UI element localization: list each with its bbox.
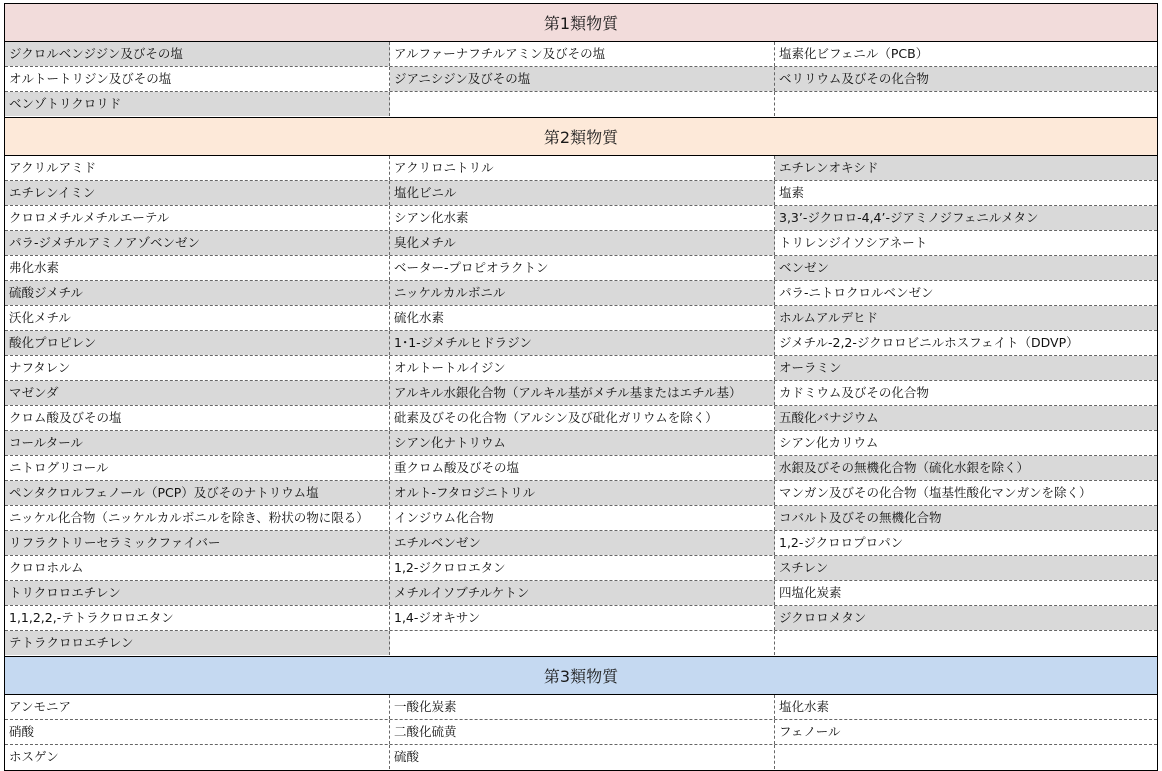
table-cell[interactable]: 1･1-ジメチルヒドラジン xyxy=(390,331,775,355)
table-cell[interactable]: インジウム化合物 xyxy=(390,506,775,530)
table-row xyxy=(5,720,1157,745)
table-row xyxy=(5,42,1157,67)
table-cell[interactable]: 四塩化炭素 xyxy=(779,585,842,600)
table-cell[interactable]: 硫化水素 xyxy=(390,306,775,330)
table-cell[interactable]: エチレンイミン xyxy=(5,181,390,205)
section-rows-3 xyxy=(5,695,1157,770)
table-cell[interactable]: 沃化メチル xyxy=(5,306,390,330)
table-cell[interactable]: ジクロロメタン xyxy=(775,606,1157,630)
section-rows-1 xyxy=(5,42,1157,117)
table-cell[interactable] xyxy=(390,92,775,116)
table-cell[interactable]: 塩化ビニル xyxy=(390,181,775,205)
table-row xyxy=(5,456,1157,481)
table-row xyxy=(5,231,1157,256)
table-row xyxy=(5,206,1157,231)
table-row xyxy=(5,381,1157,406)
table-cell[interactable]: パラ-ニトロクロルベンゼン xyxy=(779,285,934,300)
section-rows-2 xyxy=(5,156,1157,656)
table-row xyxy=(5,156,1157,181)
table-cell[interactable]: フェノール xyxy=(779,724,841,739)
table-cell[interactable]: 一酸化炭素 xyxy=(390,695,775,719)
table-cell[interactable]: アンモニア xyxy=(5,695,390,719)
table-row xyxy=(5,581,1157,606)
table-cell[interactable]: 弗化水素 xyxy=(5,256,390,280)
table-cell[interactable]: カドミウム及びその化合物 xyxy=(779,385,929,400)
table-cell[interactable]: ペンタクロルフェノール（PCP）及びそのナトリウム塩 xyxy=(5,481,390,505)
table-cell[interactable]: 塩素 xyxy=(779,185,805,200)
table-cell[interactable]: 臭化メチル xyxy=(390,231,775,255)
table-cell[interactable]: クロム酸及びその塩 xyxy=(5,406,390,430)
table-cell[interactable]: スチレン xyxy=(775,556,1157,580)
table-cell[interactable]: オルト-フタロジニトリル xyxy=(390,481,775,505)
table-cell[interactable]: エチルベンゼン xyxy=(390,531,775,555)
table-row xyxy=(5,506,1157,531)
table-cell[interactable]: ホスゲン xyxy=(5,745,390,769)
table-cell[interactable]: 二酸化硫黄 xyxy=(390,720,775,744)
table-row xyxy=(5,745,1157,770)
table-cell[interactable]: 1,4-ジオキサン xyxy=(390,606,775,630)
table-cell[interactable]: ニッケルカルボニル xyxy=(390,281,775,305)
table-cell[interactable]: アルファーナフチルアミン及びその塩 xyxy=(390,42,775,66)
table-cell[interactable]: ベンゾトリクロリド xyxy=(5,92,390,116)
table-cell[interactable]: パラ-ジメチルアミノアゾベンゼン xyxy=(5,231,390,255)
table-cell[interactable]: 硫酸ジメチル xyxy=(5,281,390,305)
table-cell[interactable] xyxy=(775,92,1157,116)
table-row xyxy=(5,606,1157,631)
table-cell[interactable]: ホルムアルデヒド xyxy=(775,306,1157,330)
table-cell[interactable]: オルトートルイジン xyxy=(390,356,775,380)
table-cell[interactable]: コールタール xyxy=(5,431,390,455)
table-cell[interactable]: シアン化水素 xyxy=(390,206,775,230)
table-cell[interactable]: ジメチル-2,2-ジクロロビニルホスフェイト（DDVP） xyxy=(779,335,1079,350)
table-cell[interactable]: トリレンジイソシアネート xyxy=(779,235,928,250)
table-row xyxy=(5,67,1157,92)
table-row xyxy=(5,331,1157,356)
table-row xyxy=(5,556,1157,581)
table-cell[interactable]: アクリロニトリル xyxy=(390,156,775,180)
table-cell[interactable] xyxy=(775,631,1157,655)
table-row xyxy=(5,92,1157,117)
table-cell[interactable]: メチルイソブチルケトン xyxy=(390,581,775,605)
table-row xyxy=(5,431,1157,456)
table-cell[interactable]: ニッケル化合物（ニッケルカルボニルを除き、粉状の物に限る） xyxy=(5,506,390,530)
table-cell[interactable]: マンガン及びその化合物（塩基性酸化マンガンを除く） xyxy=(779,485,1092,500)
table-cell[interactable]: ナフタレン xyxy=(5,356,390,380)
table-cell[interactable]: クロロメチルメチルエーテル xyxy=(5,206,390,230)
table-cell[interactable]: ジクロルベンジジン及びその塩 xyxy=(5,42,390,66)
table-cell[interactable]: シアン化ナトリウム xyxy=(390,431,775,455)
table-cell[interactable]: 五酸化バナジウム xyxy=(775,406,1157,430)
table-cell[interactable]: 3,3’-ジクロロ-4,4’-ジアミノジフェニルメタン xyxy=(775,206,1157,230)
table-cell[interactable]: 水銀及びその無機化合物（硫化水銀を除く） xyxy=(775,456,1157,480)
section-header-3[interactable]: 第3類物質 xyxy=(5,656,1157,695)
table-row xyxy=(5,695,1157,720)
table-cell[interactable]: 重クロム酸及びその塩 xyxy=(390,456,775,480)
table-cell[interactable]: ベリリウム及びその化合物 xyxy=(775,67,1157,91)
table-row xyxy=(5,481,1157,506)
table-cell[interactable]: コバルト及びその無機化合物 xyxy=(775,506,1157,530)
table-row xyxy=(5,256,1157,281)
table-cell[interactable]: ジアニシジン及びその塩 xyxy=(390,67,775,91)
section-header-2[interactable]: 第2類物質 xyxy=(5,117,1157,156)
table-cell[interactable]: 酸化プロピレン xyxy=(5,331,390,355)
table-cell[interactable]: アルキル水銀化合物（アルキル基がメチル基またはエチル基） xyxy=(390,381,775,405)
table-row xyxy=(5,281,1157,306)
table-cell[interactable] xyxy=(775,745,1157,769)
table-cell[interactable] xyxy=(390,631,775,655)
table-cell[interactable]: クロロホルム xyxy=(5,556,390,580)
table-cell[interactable]: 硝酸 xyxy=(5,720,390,744)
table-cell[interactable]: エチレンオキシド xyxy=(775,156,1157,180)
table-cell[interactable]: オーラミン xyxy=(775,356,1157,380)
table-row xyxy=(5,406,1157,431)
table-row xyxy=(5,531,1157,556)
table-cell[interactable]: 1,2-ジクロロプロパン xyxy=(779,535,904,550)
table-cell[interactable]: ベーター-プロピオラクトン xyxy=(390,256,775,280)
table-cell[interactable]: 硫酸 xyxy=(390,745,775,769)
table-cell[interactable]: オルトートリジン及びその塩 xyxy=(5,67,390,91)
table-cell[interactable]: 砒素及びその化合物（アルシン及び砒化ガリウムを除く） xyxy=(390,406,775,430)
table-cell[interactable]: 塩化水素 xyxy=(779,699,830,714)
substance-table xyxy=(4,3,1158,771)
table-cell[interactable]: ベンゼン xyxy=(775,256,1157,280)
table-cell[interactable]: ニトログリコール xyxy=(5,456,390,480)
section-header-1[interactable]: 第1類物質 xyxy=(5,3,1157,42)
table-cell[interactable]: アクリルアミド xyxy=(5,156,390,180)
table-cell[interactable]: マゼンダ xyxy=(5,381,390,405)
table-cell[interactable]: 塩素化ビフェニル（PCB） xyxy=(779,46,929,61)
table-row xyxy=(5,356,1157,381)
table-cell[interactable]: テトラクロロエチレン xyxy=(5,631,390,655)
table-cell[interactable]: 1,1,2,2,-テトラクロロエタン xyxy=(5,606,390,630)
table-cell[interactable]: リフラクトリーセラミックファイバー xyxy=(5,531,390,555)
table-row xyxy=(5,306,1157,331)
table-cell[interactable]: シアン化カリウム xyxy=(779,435,879,450)
table-row xyxy=(5,631,1157,656)
table-cell[interactable]: トリクロロエチレン xyxy=(5,581,390,605)
table-cell[interactable]: 1,2-ジクロロエタン xyxy=(390,556,775,580)
table-row xyxy=(5,181,1157,206)
